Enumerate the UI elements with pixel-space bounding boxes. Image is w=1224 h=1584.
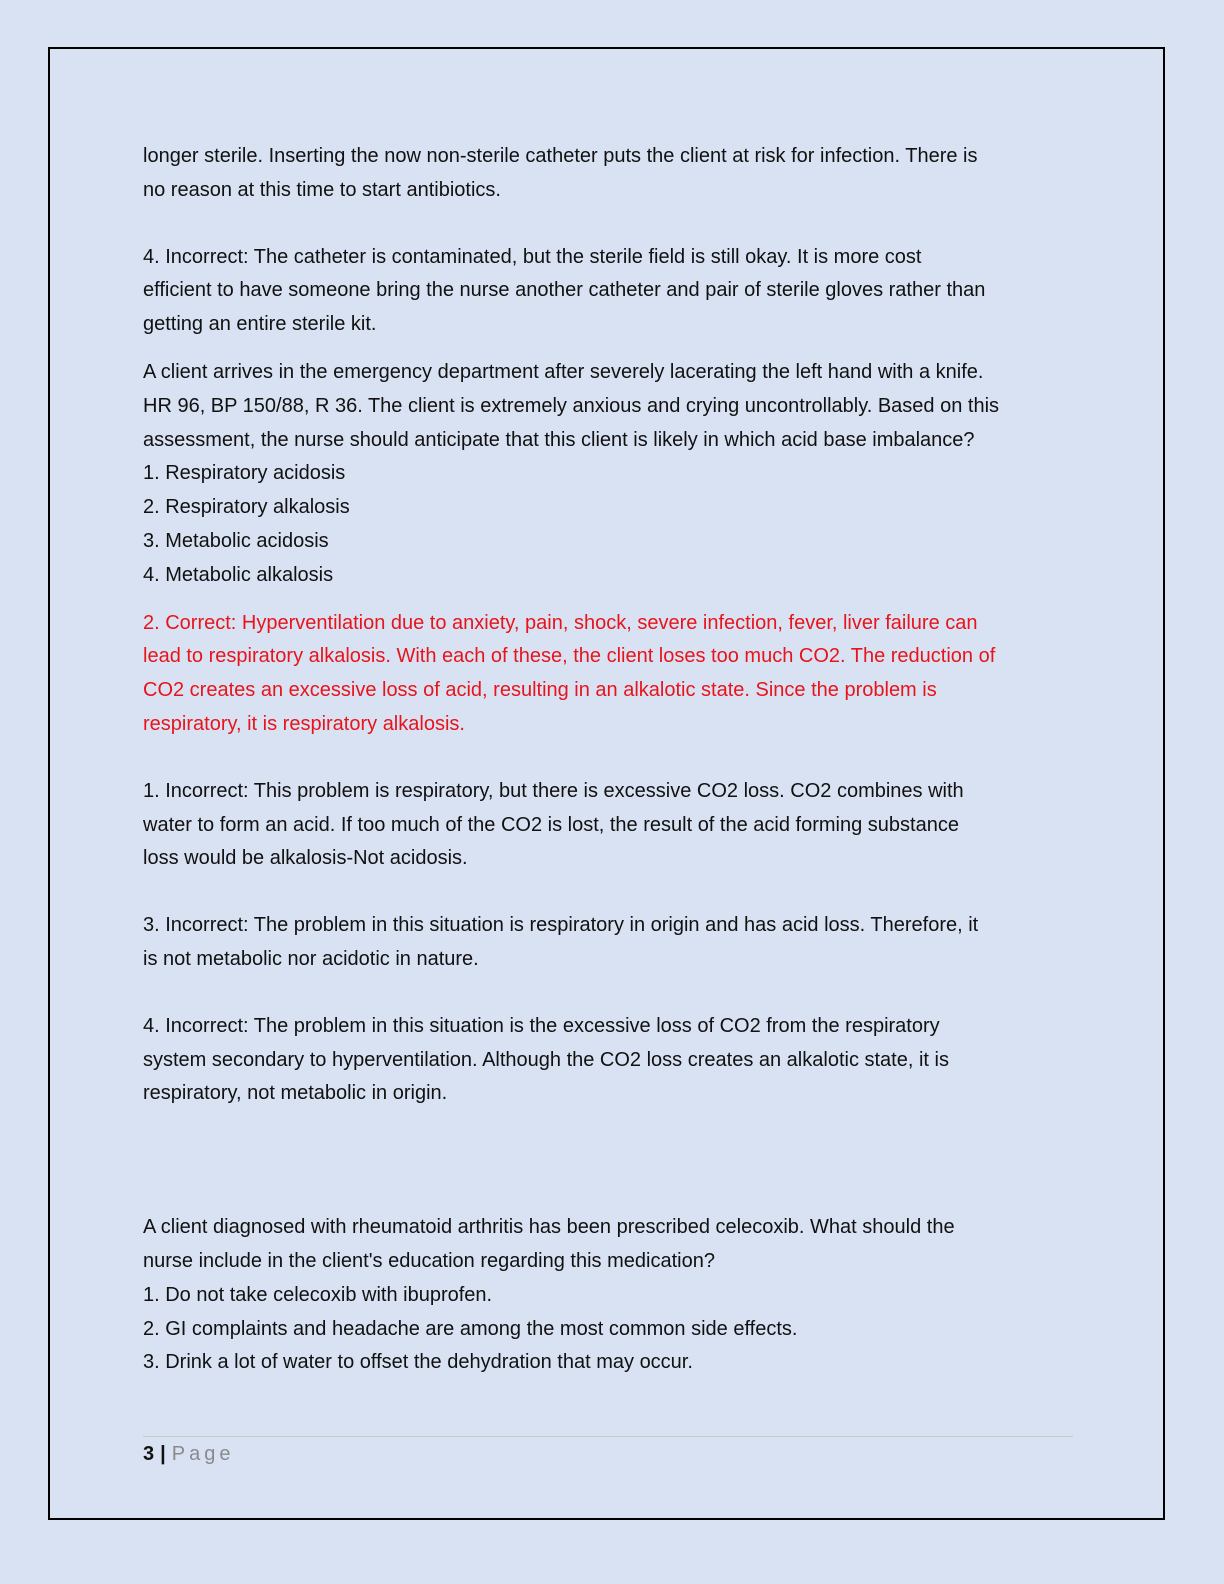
prev-incorrect-4-paragraph [143, 241, 1078, 342]
text-line: HR 96, BP 150/88, R 36. The client is extremely anxious and crying uncontrollably. Based on this [143, 394, 1000, 417]
page-footer [143, 1440, 234, 1468]
answer-option: 3. Metabolic acidosis [143, 529, 329, 552]
text-line: lead to respiratory alkalosis. With each of these, the client loses too much CO2. The reduction of [143, 645, 996, 668]
text-line: nurse include in the client's education regarding this medication? [143, 1249, 715, 1272]
text-line: assessment, the nurse should anticipate that this client is likely in which acid base imbalance? [143, 428, 975, 451]
incorrect-rationale-4 [143, 1010, 1078, 1111]
text-line: 3. Incorrect: The problem in this situation is respiratory in origin and has acid loss. Therefore, it [143, 914, 979, 937]
text-line: loss would be alkalosis-Not acidosis. [143, 847, 468, 870]
text-line: system secondary to hyperventilation. Although the CO2 loss creates an alkalotic state, it is [143, 1048, 949, 1071]
question-stem [143, 356, 1078, 593]
incorrect-rationale-3 [143, 909, 1078, 977]
text-line: respiratory, it is respiratory alkalosis. [143, 712, 465, 735]
answer-option: 2. GI complaints and headache are among the most common side effects. [143, 1317, 798, 1340]
page-label: Page [171, 1443, 235, 1465]
text-line: 2. Correct: Hyperventilation due to anxiety, pain, shock, severe infection, fever, liver failure can [143, 611, 978, 634]
text-line: CO2 creates an excessive loss of acid, resulting in an alkalotic state. Since the problem is [143, 679, 937, 702]
text-line: longer sterile. Inserting the now non-sterile catheter puts the client at risk for infection. There is [143, 145, 978, 167]
page-number: 3 [143, 1443, 155, 1465]
text-line: A client arrives in the emergency department after severely lacerating the left hand with a knife. [143, 360, 984, 383]
incorrect-rationale-1 [143, 775, 1078, 876]
text-line: 4. Incorrect: The problem in this situation is the excessive loss of CO2 from the respiratory [143, 1014, 940, 1037]
text-line: water to form an acid. If too much of the CO2 is lost, the result of the acid forming substance [143, 813, 959, 836]
text-line: is not metabolic nor acidotic in nature. [143, 947, 479, 970]
text-line: 4. Incorrect: The catheter is contaminated, but the sterile field is still okay. It is more cost [143, 245, 922, 268]
answer-option: 4. Metabolic alkalosis [143, 563, 334, 586]
document-body [143, 140, 1078, 1380]
text-line: 1. Incorrect: This problem is respiratory, but there is excessive CO2 loss. CO2 combines with [143, 779, 964, 802]
text-line: A client diagnosed with rheumatoid arthritis has been prescribed celecoxib. What should the [143, 1216, 955, 1239]
answer-option: 1. Respiratory acidosis [143, 462, 346, 485]
text-line: respiratory, not metabolic in origin. [143, 1082, 448, 1105]
footer-separator: | [160, 1443, 166, 1465]
answer-option: 1. Do not take celecoxib with ibuprofen. [143, 1283, 493, 1306]
footer-divider [143, 1436, 1073, 1437]
answer-option: 3. Drink a lot of water to offset the dehydration that may occur. [143, 1351, 693, 1374]
text-line: no reason at this time to start antibiotics. [143, 178, 501, 201]
answer-option: 2. Respiratory alkalosis [143, 496, 350, 519]
text-line: getting an entire sterile kit. [143, 313, 377, 336]
text-line: efficient to have someone bring the nurse another catheter and pair of sterile gloves rather than [143, 279, 986, 302]
correct-rationale [143, 607, 1078, 742]
question-stem [143, 1211, 1078, 1380]
continuation-paragraph [143, 140, 1078, 208]
